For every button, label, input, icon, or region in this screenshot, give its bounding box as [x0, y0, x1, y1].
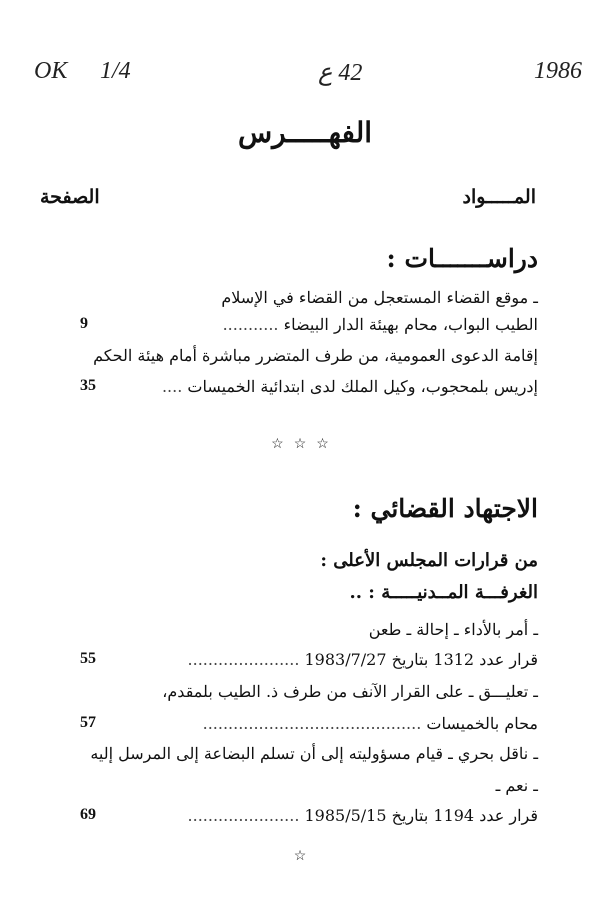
star-icon: ☆ [293, 436, 317, 452]
toc-line: ـ أمر بالأداء ـ إحالة ـ طعن [368, 620, 538, 639]
toc-line: الطيب البواب، محام بهيئة الدار البيضاء ........... [222, 315, 538, 334]
handwritten-fraction: 1/4 [100, 58, 131, 84]
subheading-supreme-council: من قرارات المجلس الأعلى : [320, 550, 538, 571]
toc-line: ـ تعليـــق ـ على القرار الآنف من طرف ذ. الطيب بلمقدم، [162, 682, 538, 701]
handwritten-year: 1986 [534, 58, 582, 84]
star-icon: ☆ [316, 436, 339, 452]
section-jurisprudence-heading: الاجتهاد القضائي : [352, 494, 538, 523]
toc-line: ـ ناقل بحري ـ قيام مسؤوليته إلى أن تسلم البضاعة إلى المرسل إليه [90, 744, 538, 763]
subheading-civil-chamber: الغرفـــة المــدنيـــــة : .. [349, 582, 538, 603]
toc-line: إدريس بلمحجوب، وكيل الملك لدى ابتدائية الخميسات .... [161, 377, 538, 396]
section-studies-heading: دراســـــــات : [386, 244, 538, 273]
toc-line: محام بالخميسات ........................................... [202, 714, 538, 733]
toc-line: ـ نعم ـ [495, 776, 538, 795]
toc-line: إقامة الدعوى العمومية، من طرف المتضرر مباشرة أمام هيئة الحكم [93, 346, 538, 365]
star-icon: ☆ [271, 436, 294, 452]
toc-line: قرار عدد 1194 بتاريخ 1985/5/15 ...................... [187, 806, 538, 825]
star-icon: ☆ [293, 848, 317, 864]
page-number: 9 [80, 315, 88, 332]
page-title: الفهـــــرس [237, 116, 373, 149]
page-number: 69 [80, 806, 96, 823]
toc-line: ـ موقع القضاء المستعجل من القضاء في الإسلام [221, 288, 538, 307]
footer-star [0, 848, 610, 864]
page-number: 55 [80, 650, 96, 667]
stars-divider [0, 436, 610, 452]
column-page: الصفحة [40, 186, 100, 208]
toc-line: قرار عدد 1312 بتاريخ 1983/7/27 ...................... [187, 650, 538, 669]
page-number: 57 [80, 714, 96, 731]
handwritten-code: 42 ع [318, 60, 363, 86]
handwritten-ok: OK [34, 58, 68, 84]
page-number: 35 [80, 377, 96, 394]
column-subjects: المـــــواد [462, 186, 536, 208]
